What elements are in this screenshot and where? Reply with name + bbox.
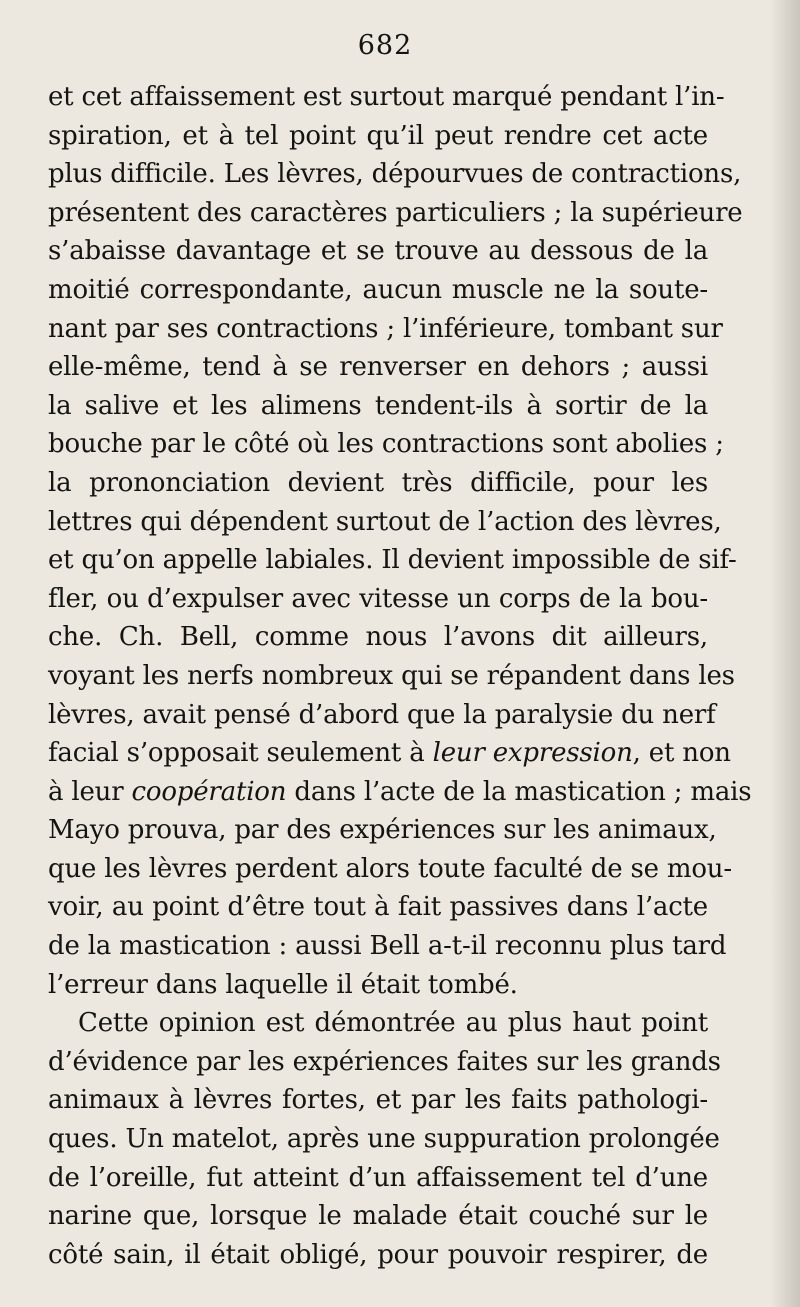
- text-line: fler, ou d’expulser avec vitesse un corps de la bou-: [48, 583, 708, 614]
- text-line: spiration, et à tel point qu’il peut rendre cet acte: [48, 120, 708, 151]
- text-line: moitié correspondante, aucun muscle ne la soute-: [48, 274, 708, 305]
- text-line: d’évidence par les expériences faites sur les grands: [48, 1046, 721, 1077]
- text-line: côté sain, il était obligé, pour pouvoir respirer, de: [48, 1239, 708, 1270]
- text-line: plus difficile. Les lèvres, dépourvues de contractions,: [48, 159, 742, 190]
- text-run: à leur: [48, 776, 132, 807]
- text-line: animaux à lèvres fortes, et par les faits pathologi-: [48, 1085, 708, 1116]
- text-line: présentent des caractères particuliers ; la supérieure: [48, 197, 743, 228]
- text-line: narine que, lorsque le malade était couché sur le: [48, 1201, 708, 1232]
- text-line: che. Ch. Bell, comme nous l’avons dit ailleurs,: [48, 622, 708, 653]
- text-line: la salive et les alimens tendent-ils à sortir de la: [48, 390, 708, 421]
- page-number: 682: [357, 30, 413, 61]
- text-line: la prononciation devient très difficile, pour les: [48, 467, 708, 498]
- emphasis-text: leur expression: [432, 738, 633, 769]
- text-line: [48, 773, 752, 812]
- paragraph: [48, 78, 752, 1004]
- text-run: facial s’opposait seulement à: [48, 738, 433, 769]
- text-body: [48, 78, 752, 1274]
- text-line: lèvres, avait pensé d’abord que la paralysie du nerf: [48, 699, 716, 730]
- text-line: Cette opinion est démontrée au plus haut point: [78, 1008, 708, 1039]
- text-line: et qu’on appelle labiales. Il devient impossible de sif-: [48, 545, 737, 576]
- text-line: que les lèvres perdent alors toute faculté de se mou-: [48, 853, 732, 884]
- text-line: voir, au point d’être tout à fait passives dans l’acte: [48, 892, 708, 923]
- text-line: s’abaisse davantage et se trouve au dessous de la: [48, 236, 708, 267]
- text-line: elle-même, tend à se renverser en dehors ; aussi: [48, 352, 708, 383]
- emphasis-text: coopération: [131, 776, 287, 807]
- text-line: lettres qui dépendent surtout de l’action des lèvres,: [48, 506, 722, 537]
- text-line: nant par ses contractions ; l’inférieure, tombant sur: [48, 313, 723, 344]
- text-line: de la mastication : aussi Bell a-t-il reconnu plus tard: [48, 931, 727, 962]
- text-run: dans l’acte de la mastication ; mais: [286, 776, 752, 807]
- text-line: [48, 734, 731, 773]
- page-edge-shadow: [770, 0, 800, 1307]
- text-line: ques. Un matelot, après une suppuration prolongée: [48, 1124, 720, 1155]
- text-line: de l’oreille, fut atteint d’un affaissement tel d’une: [48, 1162, 708, 1193]
- paragraph: [48, 1004, 721, 1274]
- text-line: voyant les nerfs nombreux qui se répandent dans les: [48, 660, 735, 691]
- text-line: et cet affaissement est surtout marqué pendant l’in-: [48, 82, 725, 112]
- text-run: , et non: [632, 738, 731, 769]
- text-line: bouche par le côté où les contractions sont abolies ;: [48, 429, 724, 460]
- text-line: l’erreur dans laquelle il était tombé.: [48, 969, 518, 1000]
- text-line: Mayo prouva, par des expériences sur les animaux,: [48, 815, 717, 846]
